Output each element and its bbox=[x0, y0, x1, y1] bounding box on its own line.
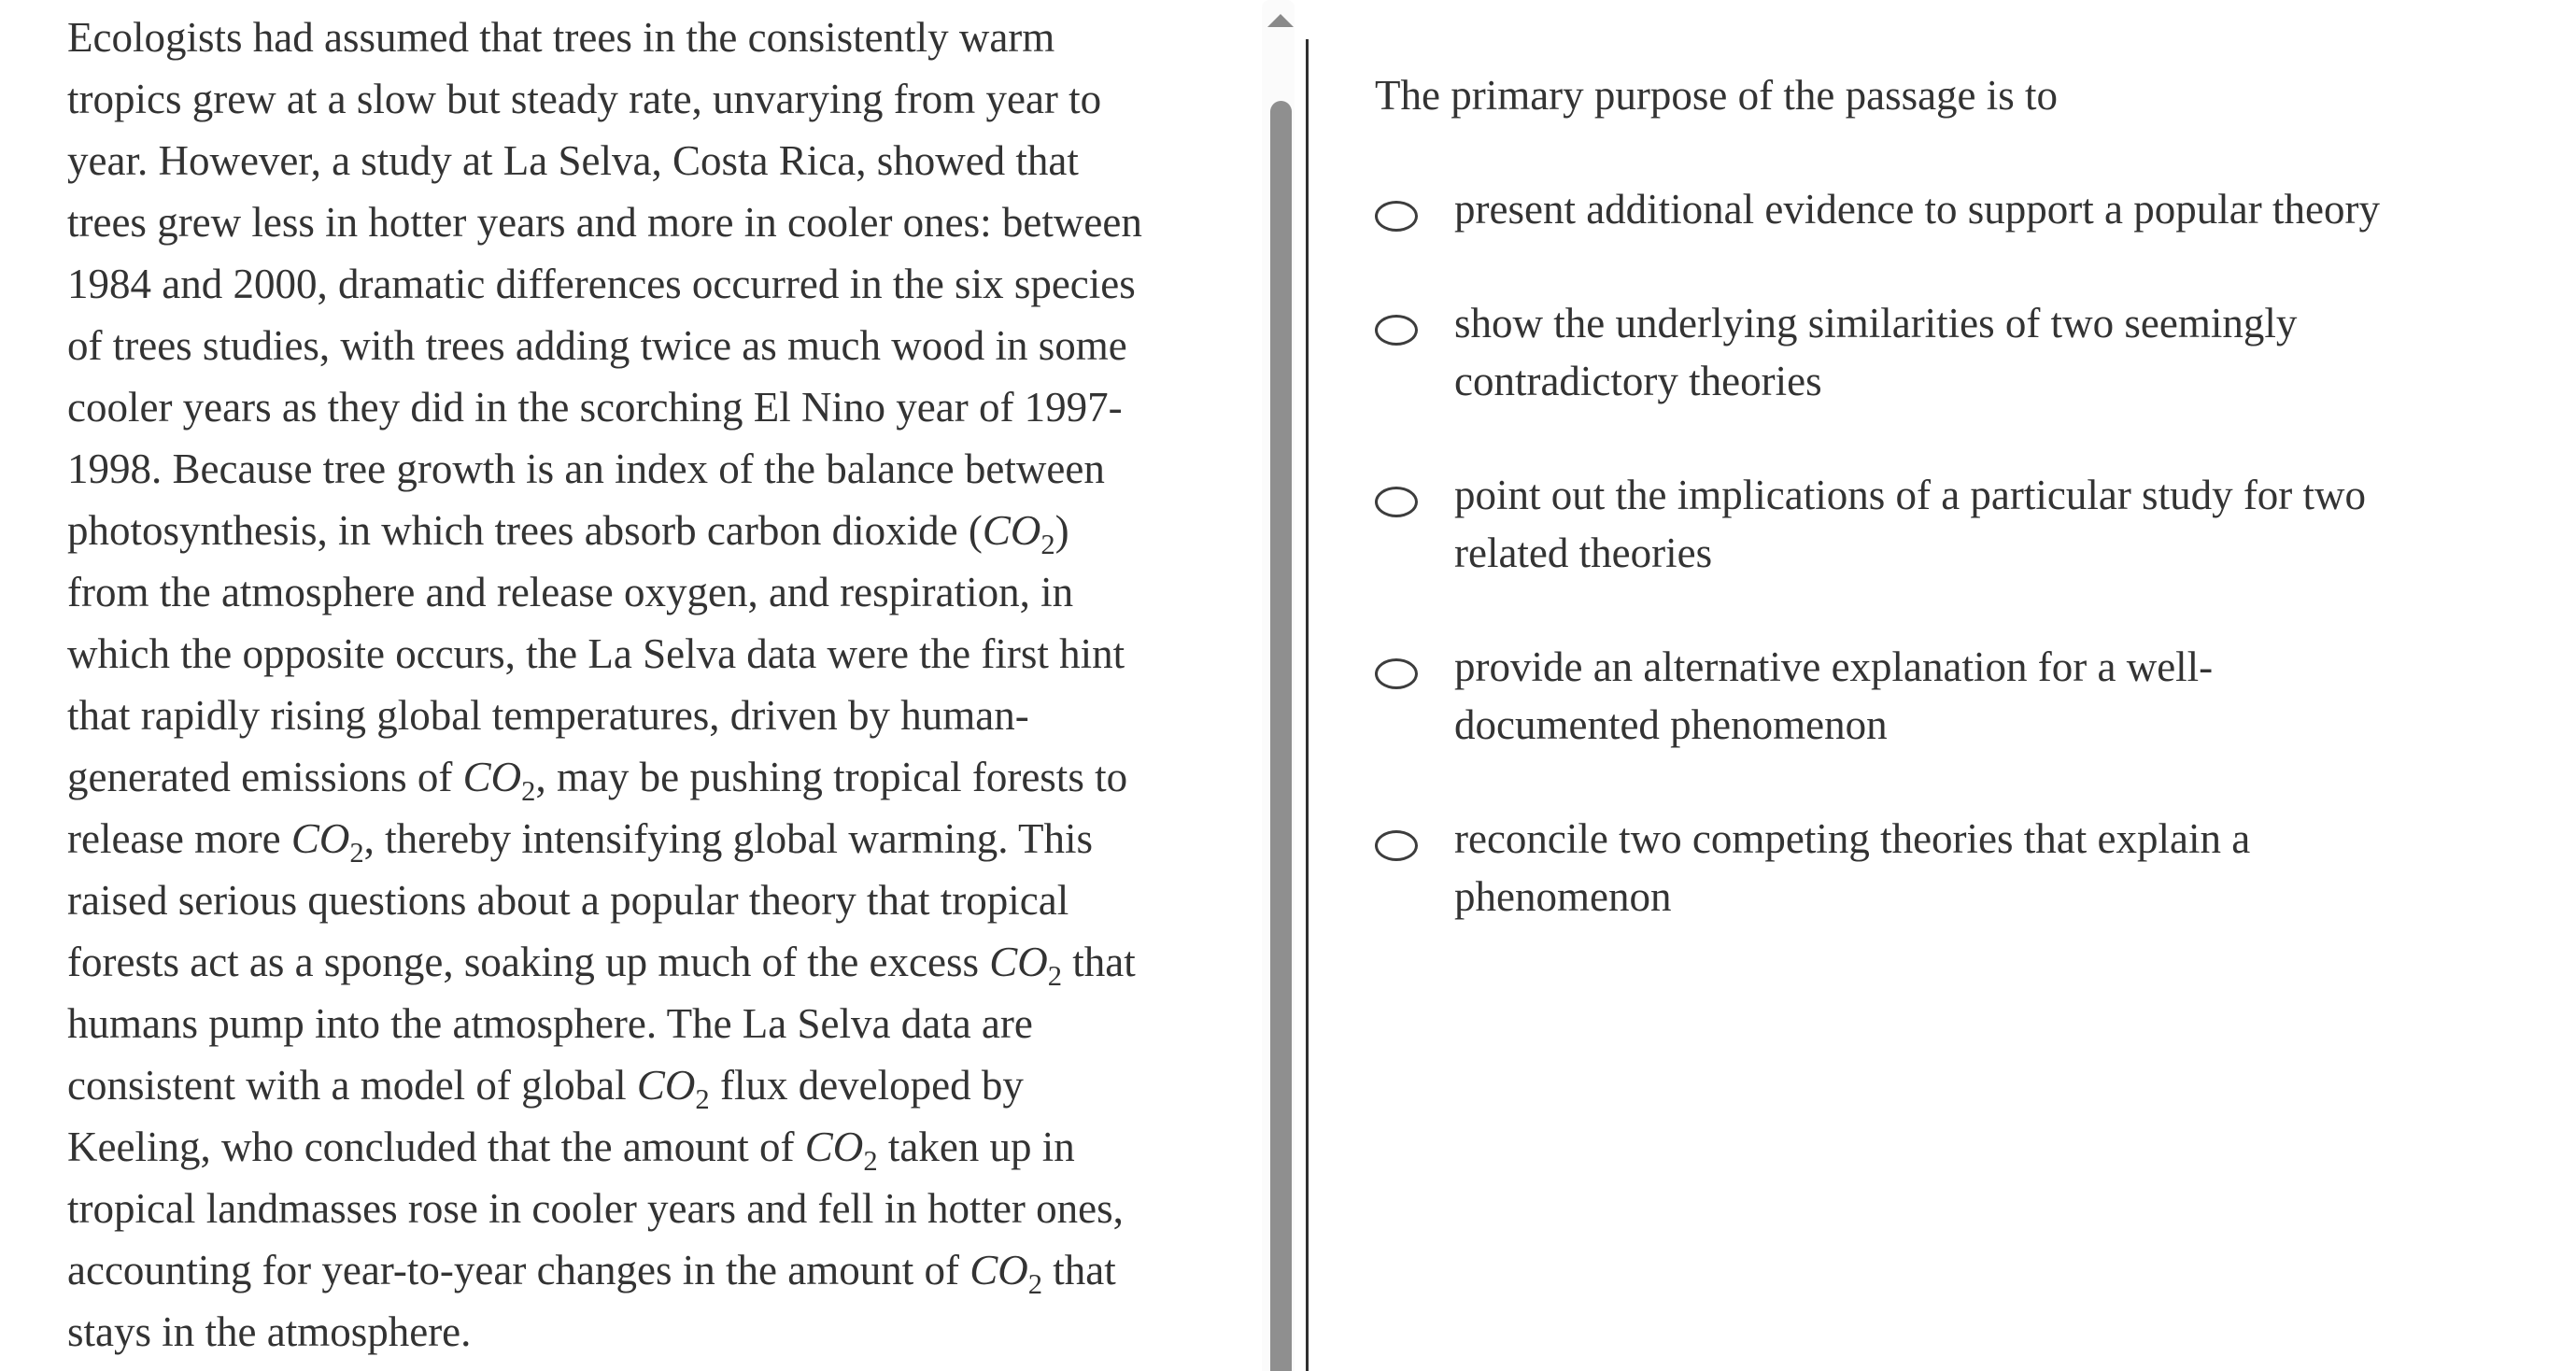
question-panel bbox=[1309, 0, 2576, 1371]
passage-line: that rapidly rising global temperatures, driven by human- bbox=[67, 692, 1029, 739]
co2-formula: $CO_2$ bbox=[970, 1247, 1043, 1300]
passage-line: generated emissions of $CO_2$, may be pushing tropical forests to bbox=[67, 754, 1128, 807]
passage-line: trees grew less in hotter years and more in cooler ones: between bbox=[67, 199, 1142, 246]
passage-text bbox=[0, 0, 1262, 1363]
answer-option[interactable] bbox=[1375, 810, 2576, 926]
option-text bbox=[1454, 294, 2297, 410]
option-text-line: related theories bbox=[1454, 530, 1713, 576]
passage-line: photosynthesis, in which trees absorb carbon dioxide $(CO_2)$ bbox=[67, 507, 1069, 560]
option-text-line: point out the implications of a particular study for two bbox=[1454, 472, 2367, 518]
option-radio[interactable] bbox=[1375, 658, 1418, 689]
option-text bbox=[1454, 810, 2250, 926]
scrollbar-thumb[interactable] bbox=[1270, 101, 1292, 1371]
answer-option[interactable] bbox=[1375, 180, 2576, 238]
passage-line: 1984 and 2000, dramatic differences occurred in the six species bbox=[67, 261, 1136, 307]
option-text bbox=[1454, 638, 2213, 754]
option-text bbox=[1454, 466, 2366, 582]
option-radio[interactable] bbox=[1375, 830, 1418, 861]
co2-formula: $CO_2$ bbox=[804, 1124, 878, 1177]
passage-line: consistent with a model of global $CO_2$ flux developed by bbox=[67, 1062, 1024, 1115]
passage-line: stays in the atmosphere. bbox=[67, 1308, 472, 1355]
scroll-up-arrow-icon[interactable] bbox=[1267, 14, 1294, 27]
question-prompt: The primary purpose of the passage is to bbox=[1375, 72, 2059, 119]
passage-line: release more $CO_2$, thereby intensifying global warming. This bbox=[67, 815, 1093, 869]
option-text-line: show the underlying similarities of two seemingly bbox=[1454, 300, 2298, 346]
option-radio[interactable] bbox=[1375, 487, 1418, 517]
option-text-line: phenomenon bbox=[1454, 873, 1672, 920]
option-text bbox=[1454, 180, 2380, 238]
answer-option[interactable] bbox=[1375, 466, 2576, 582]
passage-line: raised serious questions about a popular theory that tropical bbox=[67, 877, 1069, 924]
answer-option[interactable] bbox=[1375, 638, 2576, 754]
option-text-line: documented phenomenon bbox=[1454, 701, 1888, 748]
co2-formula: $CO_2$ bbox=[636, 1062, 710, 1115]
option-radio[interactable] bbox=[1375, 201, 1418, 232]
option-text-line: provide an alternative explanation for a well- bbox=[1454, 643, 2214, 690]
passage-line: tropical landmasses rose in cooler years and fell in hotter ones, bbox=[67, 1185, 1124, 1232]
passage-line: of trees studies, with trees adding twice as much wood in some bbox=[67, 322, 1127, 369]
passage-line: year. However, a study at La Selva, Costa Rica, showed that bbox=[67, 137, 1079, 184]
passage-line: from the atmosphere and release oxygen, and respiration, in bbox=[67, 569, 1074, 615]
option-text-line: present additional evidence to support a popular theory bbox=[1454, 186, 2380, 233]
option-text-line: reconcile two competing theories that explain a bbox=[1454, 815, 2251, 862]
co2-formula: $CO_2$ bbox=[290, 815, 364, 869]
panel-divider bbox=[1306, 39, 1309, 1371]
option-text-line: contradictory theories bbox=[1454, 358, 1822, 404]
co2-formula: $CO_2$ bbox=[462, 754, 536, 807]
passage-line: 1998. Because tree growth is an index of the balance between bbox=[67, 445, 1105, 492]
co2-formula: $CO_2$ bbox=[982, 507, 1055, 560]
option-radio[interactable] bbox=[1375, 315, 1418, 346]
options-list bbox=[1375, 180, 2576, 926]
passage-line: accounting for year-to-year changes in the amount of $CO_2$ that bbox=[67, 1247, 1116, 1300]
co2-formula: $CO_2$ bbox=[989, 939, 1063, 992]
passage-line: cooler years as they did in the scorching El Nino year of 1997- bbox=[67, 384, 1123, 431]
answer-option[interactable] bbox=[1375, 294, 2576, 410]
passage-panel bbox=[0, 0, 1262, 1371]
passage-line: Ecologists had assumed that trees in the consistently warm bbox=[67, 14, 1055, 61]
passage-line: tropics grew at a slow but steady rate, unvarying from year to bbox=[67, 76, 1102, 122]
passage-line: Keeling, who concluded that the amount of $CO_2$ taken up in bbox=[67, 1124, 1075, 1177]
passage-line: humans pump into the atmosphere. The La Selva data are bbox=[67, 1000, 1033, 1047]
passage-line: which the opposite occurs, the La Selva data were the first hint bbox=[67, 630, 1125, 677]
passage-line: forests act as a sponge, soaking up much of the excess $CO_2$ that bbox=[67, 939, 1136, 992]
